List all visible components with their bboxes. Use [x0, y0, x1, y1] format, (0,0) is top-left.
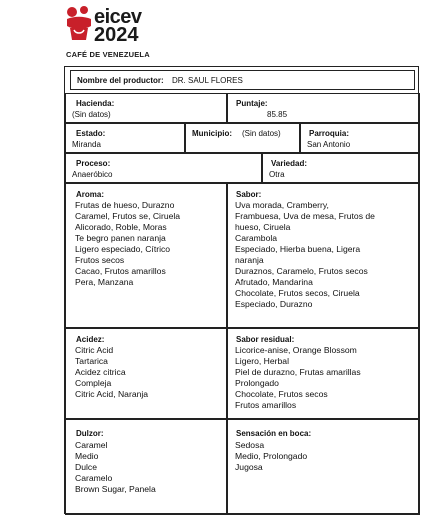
dulzor-line: Dulce: [75, 462, 97, 472]
sabor-residual-line: Prolongado: [235, 378, 279, 388]
sensacion-line: Medio, Prolongado: [235, 451, 308, 461]
acidez-line: Citric Acid, Naranja: [75, 389, 149, 399]
sensacion-line: Jugosa: [235, 462, 263, 472]
proceso-label: Proceso:: [76, 159, 111, 168]
proceso-cell: [65, 153, 262, 183]
aroma-cell: [65, 183, 227, 328]
aroma-line: Pera, Manzana: [75, 277, 134, 287]
sabor-line: Uva morada, Cramberry,: [235, 200, 329, 210]
cupping-sheet: [64, 66, 419, 514]
aroma-line: Ligero especiado, Cítrico: [75, 244, 171, 254]
producer-label: Nombre del productor:: [77, 76, 164, 85]
eicev-logo: [64, 6, 164, 59]
hacienda-cell: [65, 93, 227, 123]
municipio-value: (Sin datos): [242, 129, 281, 138]
sensacion-label: Sensación en boca:: [236, 429, 312, 438]
sabor-line: Duraznos, Caramelo, Frutos secos: [235, 266, 368, 276]
sensacion-notes: [235, 440, 307, 473]
dulzor-notes: [75, 440, 156, 495]
brand-year: 2024: [94, 24, 139, 46]
acidez-label: Acidez:: [76, 335, 105, 344]
puntaje-cell: [227, 93, 420, 123]
estado-cell: [65, 123, 185, 153]
sabor-notes: [235, 200, 375, 310]
sabor-residual-line: Licorice-anise, Orange Blossom: [235, 345, 357, 355]
acidez-line: Compleja: [75, 378, 112, 388]
sabor-label: Sabor:: [236, 190, 262, 199]
sabor-line: Carambola: [235, 233, 278, 243]
variedad-value: Otra: [269, 170, 285, 179]
variedad-label: Variedad:: [271, 159, 308, 168]
producer-row: [70, 70, 415, 90]
sabor-residual-notes: [235, 345, 361, 411]
sabor-residual-line: Ligero, Herbal: [235, 356, 289, 366]
sabor-residual-line: Piel de durazno, Frutas amarillas: [235, 367, 361, 377]
aroma-notes: [75, 200, 180, 288]
aroma-label: Aroma:: [76, 190, 105, 199]
hacienda-label: Hacienda:: [76, 99, 115, 108]
parroquia-cell: [300, 123, 420, 153]
dulzor-cell: [65, 419, 227, 515]
hacienda-value: (Sin datos): [72, 110, 111, 119]
aroma-line: Te begro panen naranja: [75, 233, 166, 243]
aroma-line: Frutas de hueso, Durazno: [75, 200, 175, 210]
sensacion-cell: [227, 419, 420, 515]
acidez-line: Acidez citrica: [75, 367, 126, 377]
variedad-cell: [262, 153, 420, 183]
acidez-notes: [75, 345, 148, 400]
aroma-line: Alicorado, Roble, Moras: [75, 222, 167, 232]
parroquia-label: Parroquia:: [309, 129, 350, 138]
sensacion-line: Sedosa: [235, 440, 265, 450]
sabor-line: hueso, Ciruela: [235, 222, 291, 232]
acidez-line: Tartarica: [75, 356, 108, 366]
sabor-residual-line: Frutos amarillos: [235, 400, 297, 410]
sabor-line: Frambuesa, Uva de mesa, Frutos de: [235, 211, 375, 221]
aroma-line: Caramel, Frutos se, Ciruela: [75, 211, 181, 221]
sabor-residual-label: Sabor residual:: [236, 335, 295, 344]
dulzor-line: Brown Sugar, Panela: [75, 484, 156, 494]
dulzor-label: Dulzor:: [76, 429, 104, 438]
dulzor-line: Medio: [75, 451, 99, 461]
sabor-cell: [227, 183, 420, 328]
producer-value: DR. SAUL FLORES: [172, 76, 243, 85]
estado-value: Miranda: [72, 140, 101, 149]
sabor-line: Chocolate, Frutos secos, Ciruela: [235, 288, 360, 298]
sabor-residual-line: Chocolate, Frutos secos: [235, 389, 328, 399]
coffee-bean-logo-icon: [64, 6, 94, 44]
puntaje-value: 85.85: [267, 110, 288, 119]
proceso-value: Anaeróbico: [72, 170, 113, 179]
sabor-line: Especiado, Hierba buena, Ligera: [235, 244, 361, 254]
aroma-line: Cacao, Frutos amarillos: [75, 266, 166, 276]
sabor-line: Afrutado, Mandarina: [235, 277, 313, 287]
brand-name: eicev: [94, 6, 142, 28]
municipio-label: Municipio:: [192, 129, 232, 138]
dulzor-line: Caramel: [75, 440, 108, 450]
brand-subtitle: CAFÉ DE VENEZUELA: [66, 50, 150, 59]
dulzor-line: Caramelo: [75, 473, 113, 483]
municipio-cell: [185, 123, 300, 153]
acidez-line: Citric Acid: [75, 345, 114, 355]
sabor-residual-cell: [227, 328, 420, 419]
parroquia-value: San Antonio: [307, 140, 351, 149]
sabor-line: naranja: [235, 255, 264, 265]
aroma-line: Frutos secos: [75, 255, 125, 265]
acidez-cell: [65, 328, 227, 419]
puntaje-label: Puntaje:: [236, 99, 268, 108]
sabor-line: Especiado, Durazno: [235, 299, 313, 309]
estado-label: Estado:: [76, 129, 106, 138]
